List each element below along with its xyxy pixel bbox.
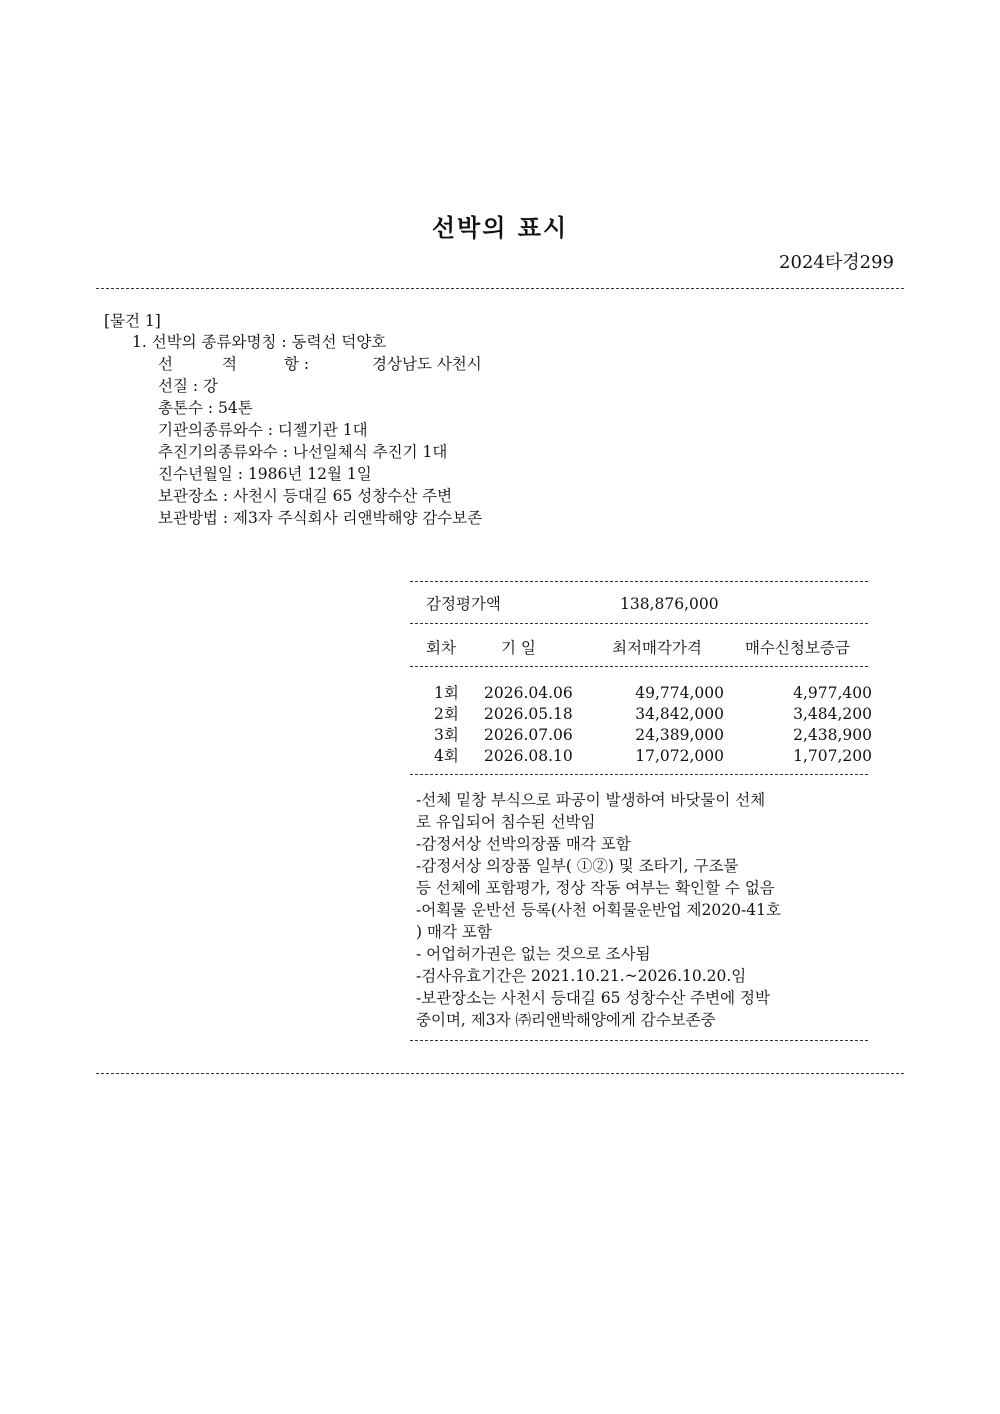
box-divider-4	[410, 774, 868, 775]
header-date: 기 일	[501, 639, 536, 657]
note-line: -검사유효기간은 2021.10.21.~2026.10.20.임	[416, 967, 747, 985]
note-line: -감정서상 의장품 일부( ①②) 및 조타기, 구조물	[416, 857, 739, 875]
row-min-price: 34,842,000	[635, 705, 724, 723]
ship-engine: 기관의종류와수 : 디젤기관 1대	[158, 421, 368, 439]
port-label-1: 선	[158, 355, 173, 373]
note-line: 로 유입되어 침수된 선박임	[416, 813, 596, 831]
box-divider-3	[410, 666, 868, 667]
row-date: 2026.04.06	[484, 684, 573, 702]
row-deposit: 2,438,900	[793, 726, 872, 744]
note-line: 중이며, 제3자 ㈜리앤박해양에게 감수보존중	[416, 1011, 716, 1029]
port-label-3: 항 :	[284, 355, 310, 373]
row-round: 2회	[434, 705, 459, 723]
row-min-price: 49,774,000	[635, 684, 724, 702]
row-deposit: 1,707,200	[793, 747, 872, 765]
port-value: 경상남도 사천시	[372, 355, 482, 373]
row-min-price: 17,072,000	[635, 747, 724, 765]
ship-launch-date: 진수년월일 : 1986년 12월 1일	[158, 465, 372, 483]
header-deposit: 매수신청보증금	[745, 639, 850, 657]
box-divider-2	[410, 623, 868, 624]
note-line: -선체 밑창 부식으로 파공이 발생하여 바닷물이 선체	[416, 791, 766, 809]
ship-name-line: 1. 선박의 종류와명칭 : 동력선 덕양호	[132, 333, 387, 351]
row-round: 4회	[434, 747, 459, 765]
box-divider-bottom	[410, 1040, 868, 1041]
row-deposit: 4,977,400	[793, 684, 872, 702]
note-line: 등 선체에 포함평가, 정상 작동 여부는 확인할 수 없음	[416, 879, 775, 897]
storage-place: 보관장소 : 사천시 등대길 65 성창수산 주변	[158, 487, 453, 505]
item-header: [물건 1]	[104, 312, 161, 330]
note-line: - 어업허가권은 없는 것으로 조사됨	[416, 945, 651, 963]
document-title: 선박의 표시	[431, 214, 569, 242]
top-divider	[96, 288, 904, 289]
row-date: 2026.05.18	[484, 705, 573, 723]
ship-tonnage: 총톤수 : 54톤	[158, 399, 253, 417]
row-round: 1회	[434, 684, 459, 702]
appraisal-label: 감정평가액	[426, 595, 501, 613]
storage-method: 보관방법 : 제3자 주식회사 리앤박해양 감수보존	[158, 509, 483, 527]
header-round: 회차	[426, 639, 456, 657]
row-round: 3회	[434, 726, 459, 744]
ship-propulsion: 추진기의종류와수 : 나선일체식 추진기 1대	[158, 443, 448, 461]
port-label-2: 적	[222, 355, 237, 373]
row-date: 2026.07.06	[484, 726, 573, 744]
note-line: -감정서상 선박의장품 매각 포함	[416, 835, 631, 853]
header-min-price: 최저매각가격	[612, 639, 702, 657]
row-deposit: 3,484,200	[793, 705, 872, 723]
appraisal-value: 138,876,000	[620, 595, 719, 613]
row-date: 2026.08.10	[484, 747, 573, 765]
ship-material: 선질 : 강	[158, 377, 218, 395]
bottom-divider	[96, 1073, 904, 1074]
note-line: -보관장소는 사천시 등대길 65 성창수산 주변에 정박	[416, 989, 770, 1007]
case-number: 2024타경299	[779, 252, 894, 273]
note-line: ) 매각 포함	[416, 923, 492, 941]
note-line: -어획물 운반선 등록(사천 어획물운반업 제2020-41호	[416, 901, 781, 919]
row-min-price: 24,389,000	[635, 726, 724, 744]
box-divider-top	[410, 581, 868, 582]
